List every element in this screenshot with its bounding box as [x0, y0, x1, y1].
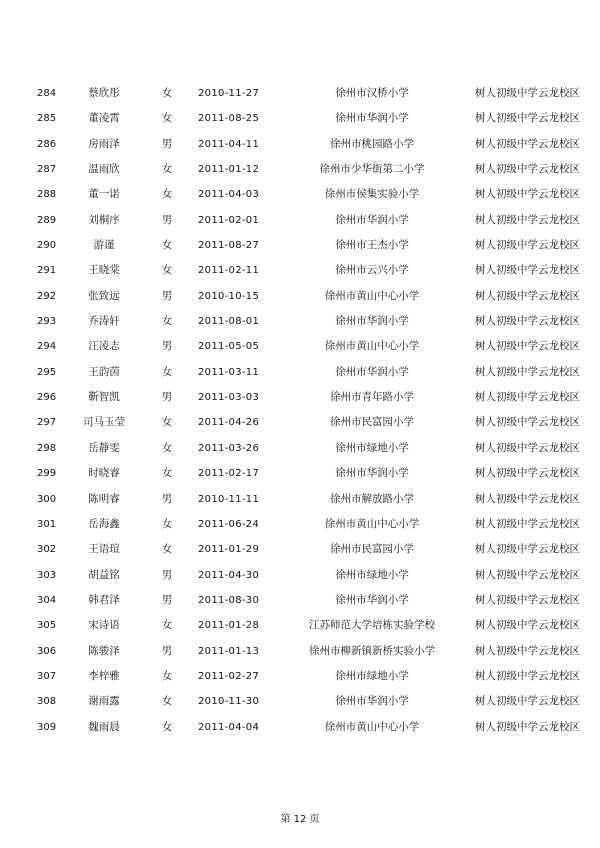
student-gender: 男 — [161, 289, 173, 302]
student-name: 司马玉莹 — [83, 416, 125, 429]
primary-school: 徐州市汉桥小学 — [335, 87, 409, 99]
table-row — [0, 233, 600, 258]
assigned-school: 树人初级中学云龙校区 — [475, 239, 580, 252]
birth-date: 2011-04-30 — [198, 569, 260, 581]
row-number: 286 — [37, 138, 57, 150]
assigned-school: 树人初级中学云龙校区 — [475, 543, 580, 556]
assigned-school: 树人初级中学云龙校区 — [475, 340, 580, 353]
birth-date: 2011-02-01 — [198, 214, 260, 226]
assigned-school: 树人初级中学云龙校区 — [475, 568, 580, 581]
student-gender: 女 — [161, 441, 173, 454]
table-row — [0, 689, 600, 714]
birth-date: 2011-05-05 — [198, 341, 260, 353]
table-row — [0, 157, 600, 182]
primary-school: 徐州市华润小学 — [335, 315, 409, 328]
assigned-school: 树人初级中学云龙校区 — [475, 441, 580, 454]
student-name: 韩君泽 — [88, 593, 120, 606]
birth-date: 2011-08-30 — [198, 594, 260, 606]
assigned-school: 树人初级中学云龙校区 — [475, 163, 580, 176]
student-gender: 女 — [161, 188, 173, 201]
assigned-school: 树人初级中学云龙校区 — [475, 264, 580, 277]
table-row — [0, 487, 600, 512]
assigned-school: 树人初级中学云龙校区 — [475, 416, 580, 429]
student-name: 乔涛轩 — [88, 315, 120, 328]
student-name: 岳静雯 — [88, 441, 120, 454]
row-number: 298 — [37, 442, 57, 454]
student-gender: 女 — [161, 720, 173, 733]
student-name: 张致远 — [88, 289, 120, 302]
birth-date: 2011-04-03 — [198, 189, 260, 201]
row-number: 304 — [37, 594, 57, 606]
primary-school: 徐州市王杰小学 — [335, 239, 409, 252]
table-row — [0, 588, 600, 613]
birth-date: 2011-04-04 — [198, 721, 260, 733]
birth-date: 2010-11-27 — [198, 88, 260, 99]
student-gender: 男 — [161, 213, 173, 226]
primary-school: 徐州市华润小学 — [335, 695, 409, 708]
row-number: 308 — [37, 696, 57, 708]
row-number: 295 — [37, 366, 57, 378]
assigned-school: 树人初级中学云龙校区 — [475, 87, 580, 99]
table-row — [0, 512, 600, 537]
table-row — [0, 182, 600, 207]
student-name: 魏雨晨 — [88, 720, 120, 733]
birth-date: 2011-08-25 — [198, 113, 260, 125]
assigned-school: 树人初级中学云龙校区 — [475, 669, 580, 682]
student-gender: 女 — [161, 264, 173, 277]
table-row — [0, 639, 600, 664]
birth-date: 2011-02-17 — [198, 468, 260, 480]
row-number: 296 — [37, 392, 57, 404]
student-gender: 男 — [161, 340, 173, 353]
primary-school: 徐州市华润小学 — [335, 365, 409, 378]
table-row — [0, 385, 600, 410]
student-gender: 男 — [161, 492, 173, 505]
row-number: 292 — [37, 290, 57, 302]
student-gender: 女 — [161, 695, 173, 708]
assigned-school: 树人初级中学云龙校区 — [475, 593, 580, 606]
assigned-school: 树人初级中学云龙校区 — [475, 112, 580, 125]
table-row — [0, 334, 600, 359]
student-name: 陈明睿 — [88, 492, 120, 505]
primary-school: 徐州市华润小学 — [335, 112, 409, 125]
student-gender: 男 — [161, 593, 173, 606]
table-row — [0, 208, 600, 233]
birth-date: 2011-04-26 — [198, 417, 260, 429]
student-name: 胡益铭 — [88, 568, 120, 581]
assigned-school: 树人初级中学云龙校区 — [475, 644, 580, 657]
student-gender: 女 — [161, 669, 173, 682]
table-row — [0, 132, 600, 157]
birth-date: 2011-04-11 — [198, 138, 260, 150]
row-number: 285 — [37, 113, 57, 125]
table-row — [0, 613, 600, 638]
birth-date: 2011-06-24 — [198, 518, 260, 530]
primary-school: 徐州市绿地小学 — [335, 568, 409, 581]
student-gender: 女 — [161, 365, 173, 378]
primary-school: 徐州市民富园小学 — [330, 416, 414, 429]
table-row — [0, 461, 600, 486]
assigned-school: 树人初级中学云龙校区 — [475, 137, 580, 150]
assigned-school: 树人初级中学云龙校区 — [475, 315, 580, 328]
student-name: 房雨泽 — [88, 137, 120, 150]
table-row — [0, 436, 600, 461]
primary-school: 徐州市绿地小学 — [335, 441, 409, 454]
primary-school: 徐州市侯集实验小学 — [324, 188, 420, 201]
student-name: 陈骏泽 — [88, 644, 120, 657]
assigned-school: 树人初级中学云龙校区 — [475, 492, 580, 505]
birth-date: 2011-01-13 — [198, 645, 260, 657]
row-number: 302 — [37, 544, 57, 556]
birth-date: 2011-01-12 — [198, 164, 260, 176]
student-name: 汪凌志 — [88, 340, 120, 353]
birth-date: 2010-11-30 — [198, 696, 260, 708]
table-row — [0, 360, 600, 385]
row-number: 288 — [37, 189, 57, 201]
assigned-school: 树人初级中学云龙校区 — [475, 517, 580, 530]
assigned-school: 树人初级中学云龙校区 — [475, 695, 580, 708]
primary-school: 徐州市青年路小学 — [330, 391, 414, 404]
primary-school: 徐州市民富园小学 — [330, 543, 414, 556]
birth-date: 2011-03-03 — [198, 392, 260, 404]
student-gender: 女 — [161, 467, 173, 480]
assigned-school: 树人初级中学云龙校区 — [475, 391, 580, 404]
birth-date: 2011-08-01 — [198, 316, 260, 328]
row-number: 301 — [37, 518, 57, 530]
birth-date: 2011-01-29 — [198, 544, 260, 556]
table-row — [0, 309, 600, 334]
student-gender: 女 — [161, 543, 173, 556]
student-name: 游谨 — [93, 239, 115, 252]
table-row — [0, 715, 600, 740]
primary-school: 徐州市少华街第二小学 — [319, 163, 425, 176]
table-row — [0, 81, 600, 106]
assigned-school: 树人初级中学云龙校区 — [475, 365, 580, 378]
student-name: 蔡欣彤 — [88, 87, 120, 99]
row-number: 291 — [37, 265, 57, 277]
student-name: 时晓睿 — [88, 467, 120, 480]
student-name: 谢雨露 — [88, 695, 120, 708]
primary-school: 江苏师范大学培栋实验学校 — [309, 619, 435, 632]
page-number: 第 12 页 — [280, 814, 320, 825]
row-number: 300 — [37, 493, 57, 505]
student-gender: 男 — [161, 644, 173, 657]
birth-date: 2010-11-11 — [198, 493, 260, 505]
student-name: 温雨欣 — [88, 163, 120, 176]
row-number: 293 — [37, 316, 57, 328]
row-number: 287 — [37, 164, 57, 176]
assigned-school: 树人初级中学云龙校区 — [475, 619, 580, 632]
primary-school: 徐州市柳新镇新桥实验小学 — [309, 644, 435, 657]
table-row — [0, 664, 600, 689]
assigned-school: 树人初级中学云龙校区 — [475, 720, 580, 733]
primary-school: 徐州市桃园路小学 — [330, 137, 414, 150]
table-row — [0, 106, 600, 131]
primary-school: 徐州市云兴小学 — [335, 264, 409, 277]
student-name: 董一诺 — [88, 188, 120, 201]
student-gender: 女 — [161, 163, 173, 176]
student-gender: 男 — [161, 391, 173, 404]
primary-school: 徐州市华润小学 — [335, 593, 409, 606]
birth-date: 2011-03-26 — [198, 442, 260, 454]
student-gender: 女 — [161, 112, 173, 125]
student-name: 王韵茵 — [88, 365, 120, 378]
birth-date: 2011-01-28 — [198, 620, 260, 632]
row-number: 284 — [37, 88, 57, 99]
primary-school: 徐州市华润小学 — [335, 467, 409, 480]
birth-date: 2011-02-11 — [198, 265, 260, 277]
primary-school: 徐州市黄山中心小学 — [324, 340, 420, 353]
student-name: 王晓棠 — [88, 264, 120, 277]
birth-date: 2011-02-27 — [198, 670, 260, 682]
primary-school: 徐州市黄山中心小学 — [324, 720, 420, 733]
birth-date: 2011-03-11 — [198, 366, 260, 378]
assigned-school: 树人初级中学云龙校区 — [475, 467, 580, 480]
student-gender: 女 — [161, 619, 173, 632]
student-gender: 女 — [161, 416, 173, 429]
row-number: 303 — [37, 569, 57, 581]
student-name: 宋诗语 — [88, 619, 120, 632]
student-name: 董凌霄 — [88, 112, 120, 125]
table-row — [0, 258, 600, 283]
row-number: 307 — [37, 670, 57, 682]
row-number: 306 — [37, 645, 57, 657]
student-name: 岳海鑫 — [88, 517, 120, 530]
student-gender: 女 — [161, 239, 173, 252]
student-gender: 女 — [161, 87, 173, 99]
table-row — [0, 410, 600, 435]
row-number: 305 — [37, 620, 57, 632]
primary-school: 徐州市绿地小学 — [335, 669, 409, 682]
student-list-table — [0, 81, 600, 740]
student-gender: 男 — [161, 137, 173, 150]
row-number: 289 — [37, 214, 57, 226]
row-number: 299 — [37, 468, 57, 480]
primary-school: 徐州市黄山中心小学 — [324, 517, 420, 530]
primary-school: 徐州市华润小学 — [335, 213, 409, 226]
student-gender: 女 — [161, 517, 173, 530]
student-gender: 女 — [161, 315, 173, 328]
row-number: 297 — [37, 417, 57, 429]
table-row — [0, 284, 600, 309]
student-name: 王语瑄 — [88, 543, 120, 556]
assigned-school: 树人初级中学云龙校区 — [475, 188, 580, 201]
student-name: 李梓雅 — [88, 669, 120, 682]
assigned-school: 树人初级中学云龙校区 — [475, 289, 580, 302]
table-row — [0, 537, 600, 562]
table-row — [0, 563, 600, 588]
row-number: 309 — [37, 721, 57, 733]
primary-school: 徐州市解放路小学 — [330, 492, 414, 505]
row-number: 290 — [37, 240, 57, 252]
primary-school: 徐州市黄山中心小学 — [324, 289, 420, 302]
birth-date: 2011-08-27 — [198, 240, 260, 252]
student-name: 靳智凯 — [88, 391, 120, 404]
student-gender: 男 — [161, 568, 173, 581]
row-number: 294 — [37, 341, 57, 353]
assigned-school: 树人初级中学云龙校区 — [475, 213, 580, 226]
birth-date: 2010-10-15 — [198, 290, 260, 302]
student-name: 刘桐序 — [88, 213, 120, 226]
